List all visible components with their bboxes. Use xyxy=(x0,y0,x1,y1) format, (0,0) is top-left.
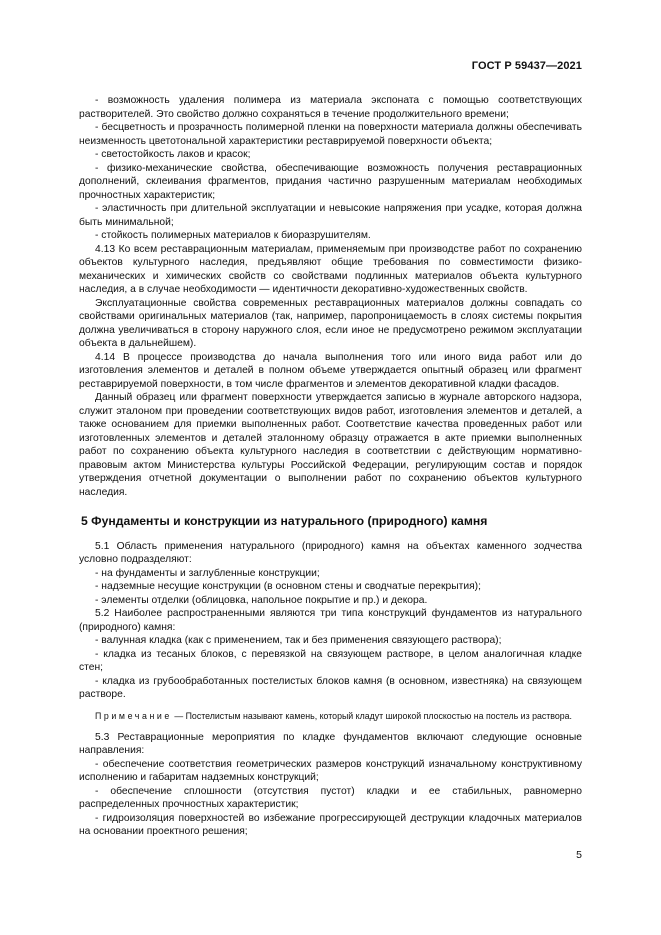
list-item: - элементы отделки (облицовка, напольное покрытие и пр.) и декора. xyxy=(95,594,428,606)
paragraph: 4.14 В процессе производства до начала выполнения того или иного вида работ или до изготовления элементов и деталей в полном объеме утверждается опытный образец или фрагмент реставрируемой поверхности, в том числе фрагментов и элементов декоративной кладки фасадов. xyxy=(79,351,582,390)
paragraph: 5.2 Наиболее распространенными являются три типа конструкций фундаментов из натурального (природного) камня: xyxy=(79,608,582,633)
note-label: Примечание xyxy=(95,710,172,721)
list-item: - физико-механические свойства, обеспечивающие возможность получения реставрационных дополнений, склеивания фрагментов, придания частично разрушенным материалам необходимых прочностных характеристик; xyxy=(79,162,582,201)
paragraph: 5.3 Реставрационные мероприятия по кладке фундаментов включают следующие основные направления: xyxy=(79,731,582,756)
list-item: - обеспечение сплошности (отсутствия пустот) кладки и ее стабильных, равномерно распределенных прочностных характеристик; xyxy=(79,785,582,810)
list-item: - на фундаменты и заглубленные конструкции; xyxy=(95,567,320,579)
list-item: - валунная кладка (как с применением, так и без применения связующего раствора); xyxy=(95,635,502,646)
paragraph: Эксплуатационные свойства современных реставрационных материалов должны совпадать со свойствами оригинальных материалов (так, например, паропроницаемость в слоях системы покрытия должна увеличиваться в сторону наружного слоя, если иное не предусмотрено режимом эксплуатации объекта в дальнейшем). xyxy=(79,297,582,349)
list-item: - бесцветность и прозрачность полимерной пленки на поверхности материала должны обеспечивать неизменность цветотональной характеристики реставрируемой поверхности объекта; xyxy=(79,122,582,147)
section-title: 5 Фундаменты и конструкции из натурального (природного) камня xyxy=(81,514,488,528)
page-number: 5 xyxy=(576,849,582,861)
list-item: - эластичность при длительной эксплуатации и невысокие напряжения при усадке, которая должна быть минимальной; xyxy=(79,203,582,228)
paragraph: 4.13 Ко всем реставрационным материалам, применяемым при производстве работ по сохранению объектов культурного наследия, предъявляют общие требования по совместимости физико-механических и химических свойств со свойствами подлинных материалов объекта культурного наследия, а в случае необходимости — идентичности декоративно-художественных свойств. xyxy=(79,243,582,295)
list-item: - обеспечение соответствия геометрических размеров конструкций изначальному конструктивному исполнению и габаритам надземных конструкций; xyxy=(79,758,582,783)
page-content xyxy=(79,94,582,839)
document-code: ГОСТ Р 59437—2021 xyxy=(471,60,582,72)
note xyxy=(79,710,582,722)
list-item: - надземные несущие конструкции (в основном стены и сводчатые перекрытия); xyxy=(95,581,481,592)
list-item: - стойкость полимерных материалов к биоразрушителям. xyxy=(95,230,371,241)
list-item: - гидроизоляция поверхностей во избежание прогрессирующей деструкции кладочных материалов на основании проектного решения; xyxy=(79,812,582,837)
list-item: - светостойкость лаков и красок; xyxy=(95,149,251,160)
list-item: - возможность удаления полимера из материала экспоната с помощью соответствующих растворителей. Это свойство должно сохраняться в течение продолжительного времени; xyxy=(79,95,582,120)
list-item: - кладка из грубообработанных постелистых блоков камня (в основном, известняка) на связующем растворе. xyxy=(79,675,582,700)
paragraph: Данный образец или фрагмент поверхности утверждается записью в журнале авторского надзора, служит эталоном при проведении соответствующих видов работ, изготовления элементов и деталей, а также основанием для приемки выполненных работ. Соответствие качества проведенных работ или изготовленных элементов и деталей эталонному образцу отражается в акте приемки выполненных работ по сохранению объекта культурного наследия в соответствии с действующим нормативно-правовым актом Министерства культуры Российской Федерации, регулирующим состав и порядок утверждения отчетной документации о выполнении работ по сохранению объектов культурного наследия. xyxy=(79,392,582,498)
paragraph: 5.1 Область применения натурального (природного) камня на объектах каменного зодчества условно подразделяют: xyxy=(79,540,582,565)
note-text: — Постелистым называют камень, который кладут широкой плоскостью на постель из раствора. xyxy=(171,710,572,721)
list-item: - кладка из тесаных блоков, с перевязкой на связующем растворе, в целом аналогичная кладке стен; xyxy=(79,648,582,673)
